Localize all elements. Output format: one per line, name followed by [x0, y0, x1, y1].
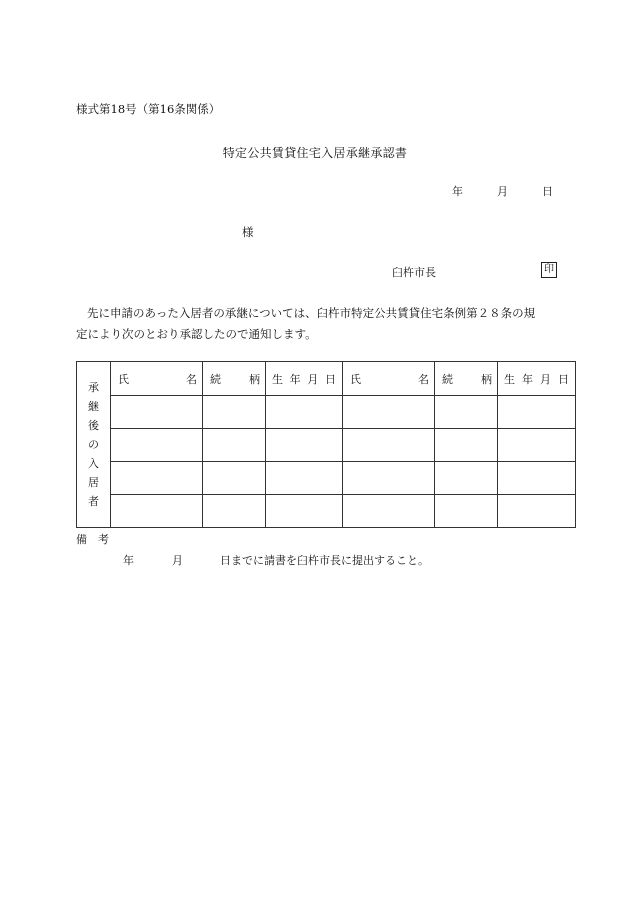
- name-cell[interactable]: [111, 396, 203, 429]
- header-relation: 続 柄: [203, 362, 266, 396]
- document-title: 特定公共賃貸住宅入居承継承認書: [222, 146, 408, 160]
- notice-text: [76, 303, 556, 345]
- table-row: [77, 462, 576, 495]
- name-cell[interactable]: [111, 462, 203, 495]
- birthdate-cell[interactable]: [498, 396, 576, 429]
- heir-table: [76, 361, 576, 528]
- date-day-label: 日: [542, 185, 553, 198]
- relation-cell[interactable]: [203, 396, 266, 429]
- remarks-year: 年: [123, 554, 134, 567]
- relation-cell[interactable]: [203, 429, 266, 462]
- form-number: 様式第18号（第16条関係）: [76, 102, 221, 116]
- relation-cell[interactable]: [203, 495, 266, 528]
- header-birthdate-2: 生 年 月 日: [498, 362, 576, 396]
- notice-line-2: 定により次のとおり承認したので通知します。: [76, 327, 317, 341]
- birthdate-cell[interactable]: [266, 462, 343, 495]
- addressee-suffix: 様: [242, 225, 254, 239]
- header-name-2: 氏 名: [343, 362, 435, 396]
- relation-cell[interactable]: [435, 396, 498, 429]
- relation-cell[interactable]: [435, 462, 498, 495]
- name-cell[interactable]: [343, 462, 435, 495]
- name-cell[interactable]: [343, 396, 435, 429]
- header-birthdate: 生 年 月 日: [266, 362, 343, 396]
- notice-line-1: 先に申請のあった入居者の承継については、臼杵市特定公共賃貸住宅条例第２８条の規: [87, 306, 536, 320]
- header-name: 氏 名: [111, 362, 203, 396]
- name-cell[interactable]: [343, 429, 435, 462]
- issuer-title: 臼杵市長: [392, 266, 436, 279]
- table-row: [77, 429, 576, 462]
- relation-cell[interactable]: [435, 429, 498, 462]
- table-row: [77, 495, 576, 528]
- name-cell[interactable]: [111, 495, 203, 528]
- remarks-label: 備 考: [76, 533, 109, 546]
- remarks-month: 月: [172, 554, 183, 567]
- table-row: [77, 396, 576, 429]
- birthdate-cell[interactable]: [498, 462, 576, 495]
- name-cell[interactable]: [343, 495, 435, 528]
- name-cell[interactable]: [111, 429, 203, 462]
- birthdate-cell[interactable]: [498, 495, 576, 528]
- birthdate-cell[interactable]: [266, 429, 343, 462]
- birthdate-cell[interactable]: [266, 495, 343, 528]
- birthdate-cell[interactable]: [498, 429, 576, 462]
- date-year-label: 年: [452, 185, 463, 198]
- table-header-row: [77, 362, 576, 396]
- successor-label: 承 継 後 の 入 居 者: [77, 362, 111, 528]
- relation-cell[interactable]: [435, 495, 498, 528]
- header-relation-2: 続 柄: [435, 362, 498, 396]
- remarks-text: 日までに請書を臼杵市長に提出すること。: [220, 554, 429, 567]
- seal-mark: 印: [541, 262, 557, 278]
- date-month-label: 月: [497, 185, 508, 198]
- relation-cell[interactable]: [203, 462, 266, 495]
- birthdate-cell[interactable]: [266, 396, 343, 429]
